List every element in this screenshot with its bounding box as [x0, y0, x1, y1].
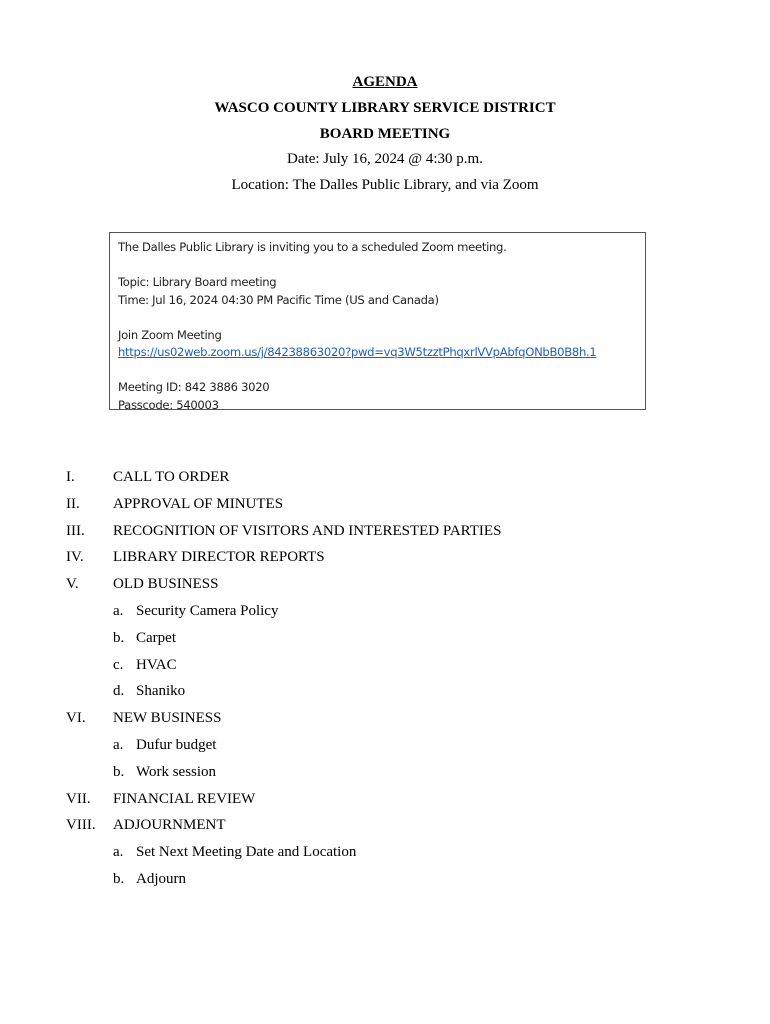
meeting-location: Location: The Dalles Public Library, and via Zoom: [231, 177, 539, 194]
zoom-join-label: Join Zoom Meeting: [118, 327, 222, 342]
agenda-subitem: [0, 625, 770, 652]
zoom-passcode: Passcode: 540003: [118, 397, 219, 412]
agenda-subitem-text: Dufur budget: [136, 736, 217, 753]
agenda-item-text: CALL TO ORDER: [113, 469, 230, 485]
agenda-subitem-letter: d.: [113, 683, 125, 700]
agenda-subitem-letter: b.: [113, 870, 125, 887]
agenda-subitem-letter: a.: [113, 736, 124, 753]
agenda-item: [0, 571, 770, 598]
zoom-time: Time: Jul 16, 2024 04:30 PM Pacific Time (US and Canada): [118, 292, 439, 307]
agenda-item-text: OLD BUSINESS: [113, 576, 219, 593]
zoom-meeting-link[interactable]: https://us02web.zoom.us/j/84238863020?pwd=vq3W5tzztPhqxrlVVpAbfqONbB0B8h.1: [118, 345, 597, 359]
agenda-item-text: RECOGNITION OF VISITORS AND INTERESTED PARTIES: [113, 522, 502, 539]
agenda-item: [0, 464, 770, 491]
agenda-item: [0, 705, 770, 732]
agenda-subitem-text: Shaniko: [136, 683, 186, 700]
agenda-subitem-letter: a.: [113, 602, 124, 619]
agenda-subitem-text: Adjourn: [136, 870, 186, 887]
agenda-item-number: I.: [66, 469, 75, 485]
zoom-invitation-box: [109, 232, 646, 410]
agenda-item-number: VI.: [66, 710, 86, 727]
agenda-subitem: [0, 678, 770, 705]
agenda-subitem-text: Carpet: [136, 629, 176, 646]
agenda-item: [0, 518, 770, 545]
agenda-subitem-letter: b.: [113, 629, 125, 646]
agenda-subitem-text: Security Camera Policy: [136, 602, 279, 619]
agenda-item-text: APPROVAL OF MINUTES: [113, 495, 284, 512]
agenda-subitem-letter: a.: [113, 844, 124, 861]
agenda-item-text: FINANCIAL REVIEW: [113, 790, 256, 807]
agenda-item-number: III.: [66, 522, 85, 539]
agenda-subitem-text: Work session: [136, 763, 217, 780]
agenda-subitem: [0, 598, 770, 625]
agenda-item-number: VII.: [66, 790, 91, 807]
organization-name: WASCO COUNTY LIBRARY SERVICE DISTRICT: [214, 99, 556, 116]
agenda-item: [0, 491, 770, 518]
agenda-subitem: [0, 866, 770, 893]
agenda-item: [0, 544, 770, 571]
meeting-date: Date: July 16, 2024 @ 4:30 p.m.: [287, 151, 483, 168]
zoom-topic: Topic: Library Board meeting: [118, 275, 277, 289]
agenda-subitem-letter: b.: [113, 763, 125, 780]
agenda-subitem: [0, 732, 770, 759]
agenda-subitem-text: HVAC: [136, 656, 177, 673]
agenda-item-number: IV.: [66, 549, 84, 566]
agenda-item: [0, 786, 770, 813]
agenda-subitem: [0, 839, 770, 866]
agenda-subitem: [0, 652, 770, 679]
agenda-item: [0, 812, 770, 839]
agenda-subitem-text: Set Next Meeting Date and Location: [136, 844, 357, 861]
agenda-header: [0, 70, 770, 199]
agenda-subitem: [0, 759, 770, 786]
agenda-title: AGENDA: [352, 74, 418, 90]
zoom-meeting-id: Meeting ID: 842 3886 3020: [118, 380, 270, 394]
agenda-list: [0, 464, 770, 893]
agenda-item-text: NEW BUSINESS: [113, 710, 222, 727]
agenda-item-text: ADJOURNMENT: [113, 817, 226, 834]
zoom-invite-text: The Dalles Public Library is inviting you to a scheduled Zoom meeting.: [118, 240, 507, 254]
agenda-item-number: II.: [66, 495, 80, 512]
meeting-name: BOARD MEETING: [319, 125, 451, 142]
agenda-item-text: LIBRARY DIRECTOR REPORTS: [113, 549, 325, 566]
agenda-item-number: V.: [66, 576, 79, 593]
agenda-subitem-letter: c.: [113, 656, 124, 673]
agenda-item-number: VIII.: [66, 817, 96, 834]
